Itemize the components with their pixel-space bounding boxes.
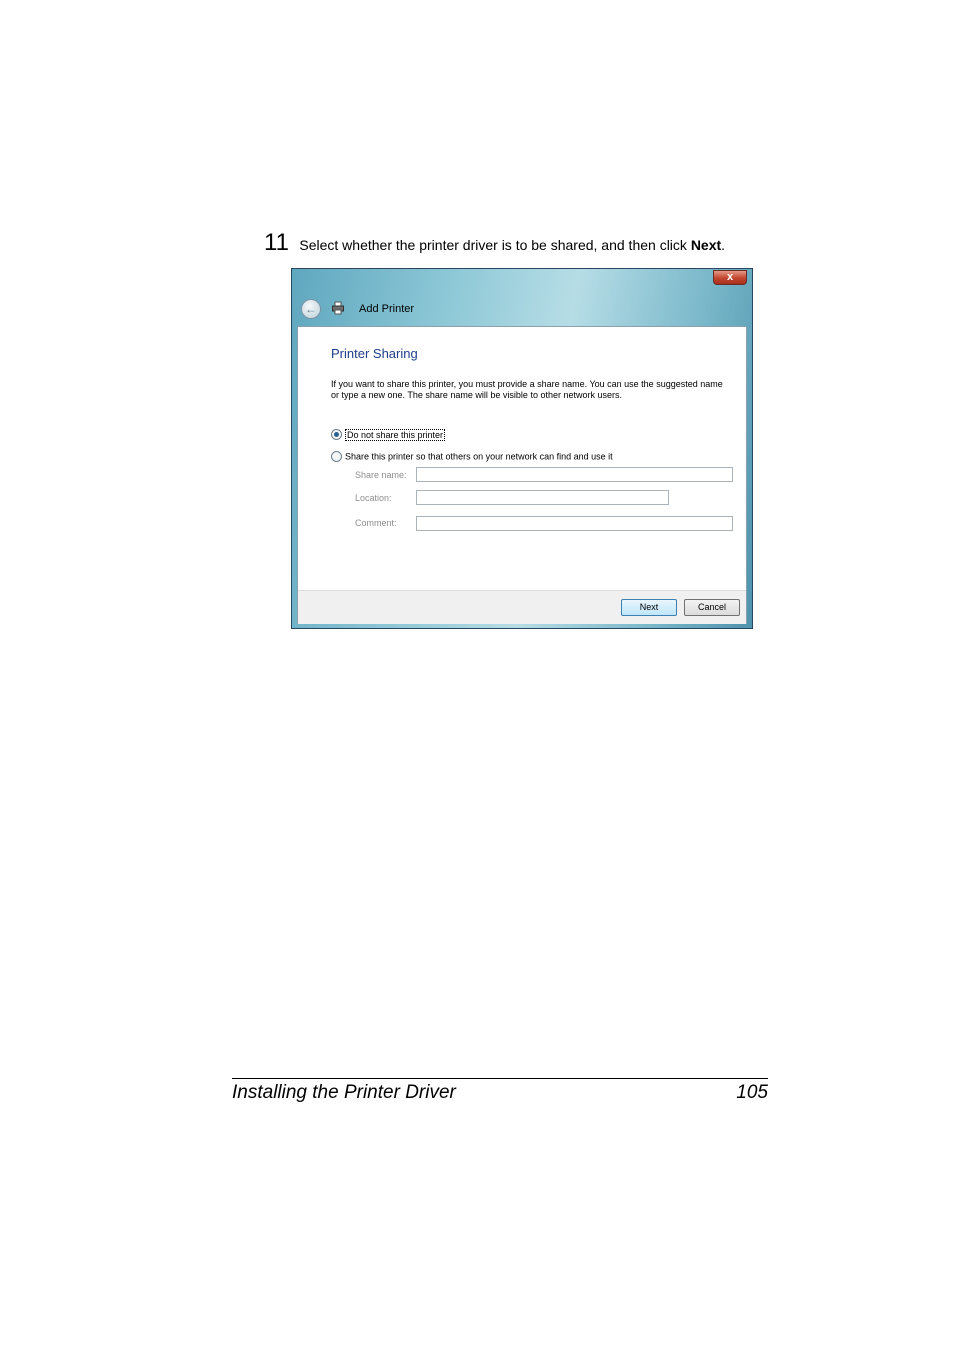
footer-divider bbox=[232, 1078, 768, 1079]
radio-selected-icon[interactable] bbox=[331, 429, 342, 440]
step-text: Select whether the printer driver is to be shared, and then click Next. bbox=[299, 237, 726, 253]
button-bar bbox=[298, 590, 746, 624]
location-input[interactable] bbox=[416, 490, 669, 505]
comment-input[interactable] bbox=[416, 516, 733, 531]
close-icon: x bbox=[726, 271, 734, 283]
description-text: If you want to share this printer, you must provide a share name. You can use the suggested name or type a new one. The share name will be visible to other network users. bbox=[331, 379, 723, 400]
next-button[interactable]: Next bbox=[621, 599, 677, 616]
radio-do-not-share-label: Do not share this printer bbox=[347, 429, 444, 440]
footer-title: Installing the Printer Driver bbox=[232, 1082, 456, 1103]
back-arrow-icon: ← bbox=[305, 302, 317, 316]
add-printer-window bbox=[291, 268, 753, 629]
radio-unselected-icon[interactable] bbox=[331, 451, 342, 462]
close-button[interactable] bbox=[713, 270, 747, 285]
cancel-button[interactable]: Cancel bbox=[684, 599, 740, 616]
share-name-label: Share name: bbox=[355, 470, 407, 480]
step-number: 11 bbox=[264, 229, 289, 256]
page-number: 105 bbox=[736, 1082, 768, 1103]
radio-share[interactable] bbox=[331, 451, 613, 462]
radio-share-label: Share this printer so that others on your network can find and use it bbox=[345, 451, 613, 462]
window-title: Add Printer bbox=[359, 303, 415, 315]
step-instruction bbox=[264, 229, 725, 257]
location-label: Location: bbox=[355, 493, 392, 503]
share-name-input[interactable] bbox=[416, 467, 733, 482]
dialog-content bbox=[297, 326, 747, 624]
step-text-bold: Next bbox=[690, 237, 722, 253]
comment-label: Comment: bbox=[355, 518, 397, 528]
back-button[interactable] bbox=[301, 299, 321, 319]
printer-icon bbox=[331, 301, 345, 315]
page-heading: Printer Sharing bbox=[331, 346, 418, 361]
radio-do-not-share[interactable] bbox=[331, 429, 445, 440]
